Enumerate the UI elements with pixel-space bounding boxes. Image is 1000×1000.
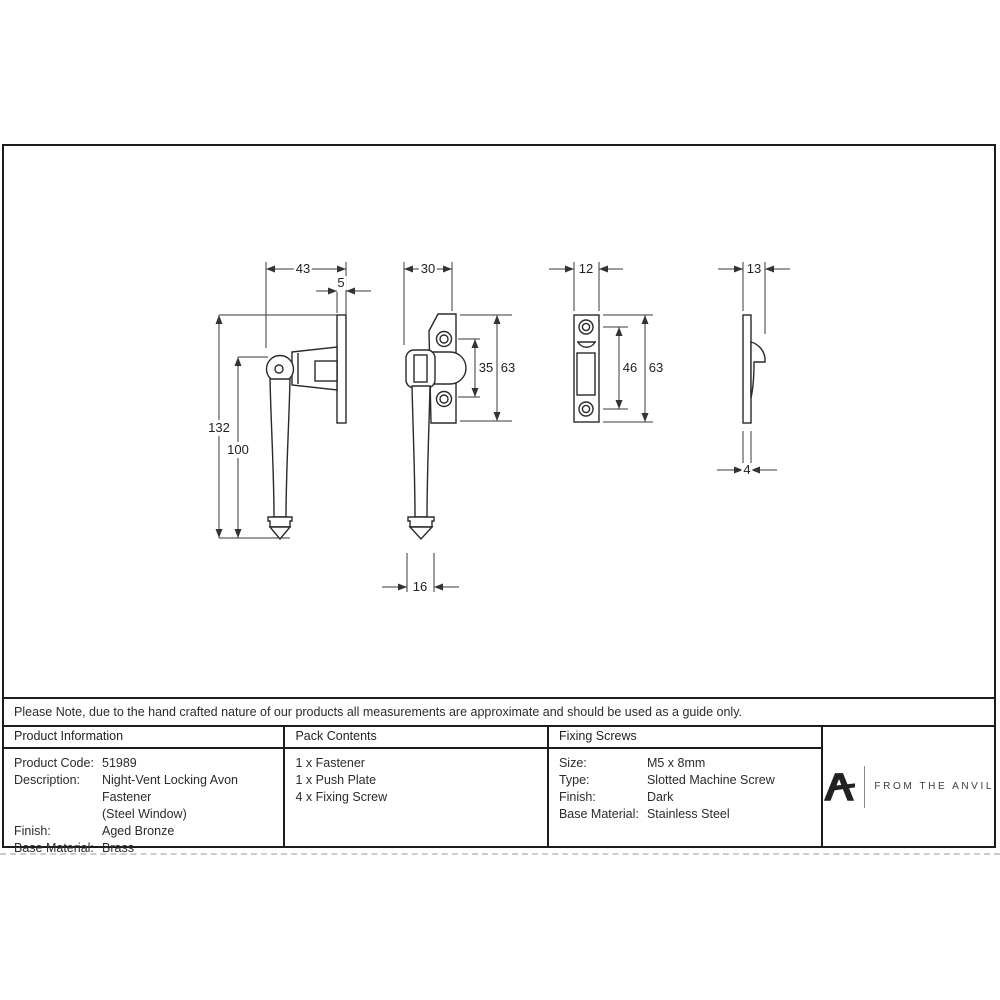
table-row: Finish: Dark <box>558 790 674 804</box>
dim-keep-side-width-label: 13 <box>746 261 762 276</box>
pack-contents-header: Pack Contents <box>285 727 547 749</box>
backplate-edge <box>337 315 346 423</box>
handle-collar <box>268 517 292 527</box>
view-fastener-front <box>406 314 466 539</box>
dim-fastener-width-label: 43 <box>295 261 311 276</box>
dim-handle-height-label: 100 <box>227 442 249 457</box>
spec-table <box>4 727 994 855</box>
product-information-body <box>4 749 283 857</box>
anvil-a-mark-icon <box>823 771 855 802</box>
table-row: (Steel Window) <box>102 807 187 821</box>
dim-keep-thickness-label: 4 <box>743 462 751 477</box>
technical-drawing-linework <box>4 146 994 697</box>
measurements-note: Please Note, due to the hand crafted nature of our products all measurements are approximate and should be used as a guide only. <box>4 697 994 727</box>
brand-divider <box>864 766 865 808</box>
dim-plate-thickness-label: 5 <box>337 275 345 290</box>
handle-tip-cone <box>410 527 432 539</box>
handle-tip-cone <box>270 527 290 539</box>
pivot-pin <box>275 365 283 373</box>
hub-slot <box>414 355 427 382</box>
screw-hole <box>437 392 452 407</box>
view-fastener-side-dims <box>219 262 371 538</box>
screw-hole <box>579 320 593 334</box>
product-information-column <box>4 727 285 855</box>
brand-name: FROM THE ANVIL <box>874 781 994 792</box>
dim-fastener-front-width-label: 30 <box>420 261 436 276</box>
dim-keep-hole-spacing-label: 46 <box>622 360 638 375</box>
handle-collar <box>408 517 434 527</box>
brand-cell <box>823 727 994 846</box>
dim-keep-height-label: 63 <box>648 360 664 375</box>
list-item: 4 x Fixing Screw <box>295 790 388 804</box>
handle-shaft <box>412 386 430 517</box>
fixing-screws-column <box>549 727 823 846</box>
list-item: 1 x Push Plate <box>295 773 377 787</box>
screw-hole <box>437 332 452 347</box>
view-fastener-front-dims <box>382 262 512 592</box>
pack-contents-body <box>285 749 547 806</box>
dim-hole-spacing-label: 35 <box>478 360 494 375</box>
fixing-screws-header: Fixing Screws <box>549 727 821 749</box>
spindle-block <box>315 361 337 381</box>
table-row: Size: M5 x 8mm <box>558 756 706 770</box>
table-row: Base Material: Stainless Steel <box>558 807 730 821</box>
screw-hole <box>579 402 593 416</box>
table-row: Product Code: 51989 <box>14 756 137 770</box>
dim-tip-width-label: 16 <box>412 579 428 594</box>
list-item: 1 x Fastener <box>295 756 365 770</box>
view-fastener-side <box>267 315 347 539</box>
dim-keep-width-label: 12 <box>578 261 594 276</box>
sheet-frame <box>2 144 996 855</box>
table-row: Finish: Aged Bronze <box>14 824 175 838</box>
pack-contents-column <box>285 727 549 846</box>
technical-drawing <box>4 146 994 697</box>
table-row: Type: Slotted Machine Screw <box>558 773 775 787</box>
brand-logo <box>823 766 994 808</box>
keep-tongue <box>751 342 765 398</box>
fixing-screws-body <box>549 749 821 823</box>
dim-overall-height-label: 132 <box>208 420 230 435</box>
keep-plate-edge <box>743 315 751 423</box>
table-row: Base Material: Brass <box>14 841 134 855</box>
table-row: Description: Night-Vent Locking Avon Fastener <box>14 773 238 804</box>
keep-slot <box>577 353 595 395</box>
view-keep-side <box>743 315 765 423</box>
product-information-header: Product Information <box>4 727 283 749</box>
handle-shaft <box>270 379 290 517</box>
dim-plate-height-label: 63 <box>500 360 516 375</box>
view-keep-front-dims <box>549 262 653 422</box>
cut-line <box>0 853 1000 855</box>
view-keep-front <box>574 315 599 422</box>
